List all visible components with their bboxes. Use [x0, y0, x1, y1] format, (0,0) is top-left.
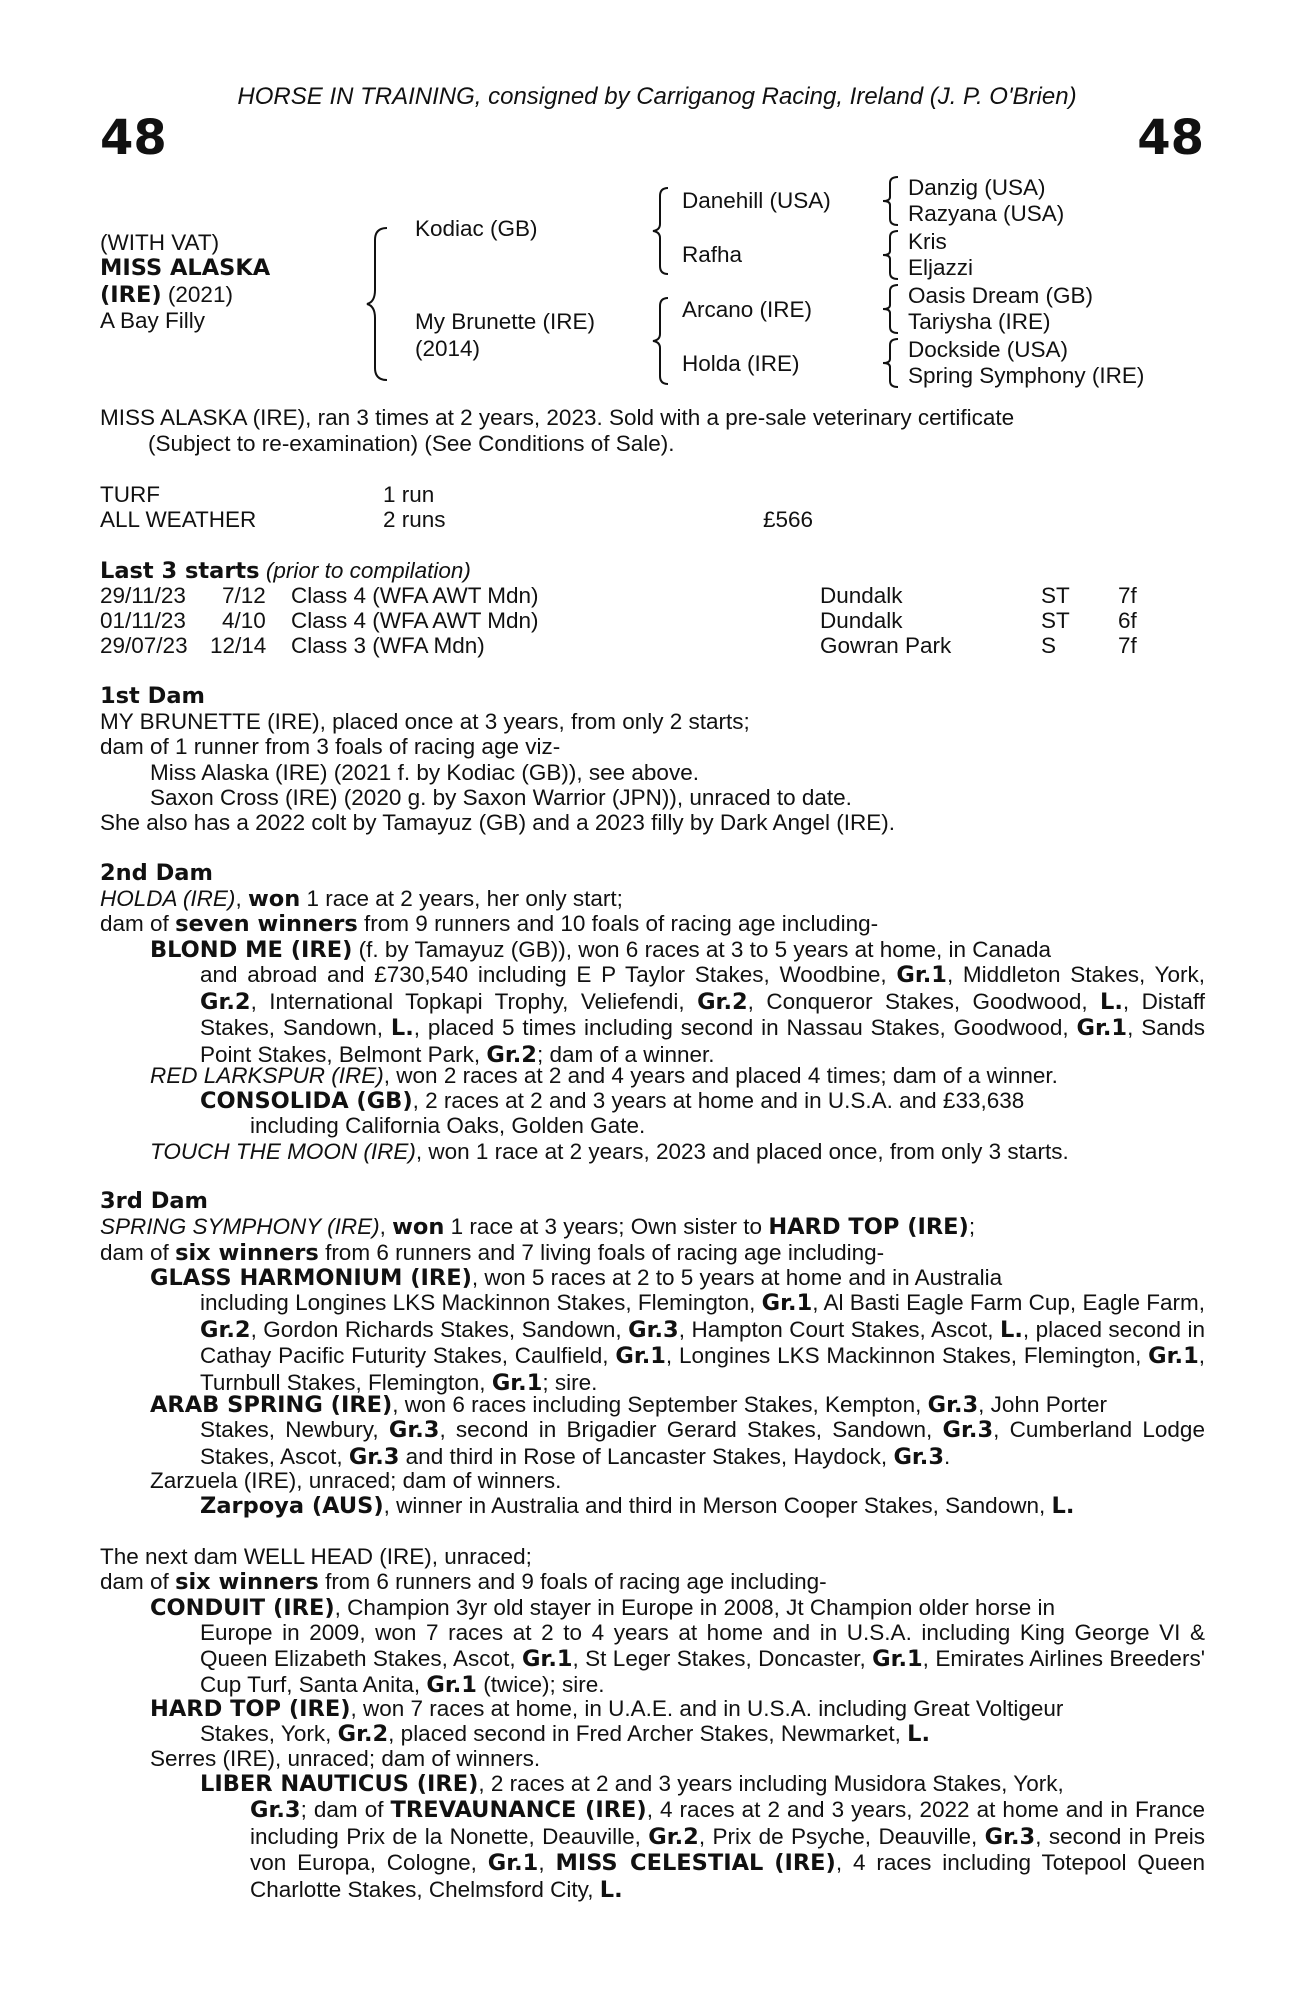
g4-7: Dockside (USA) [908, 337, 1069, 362]
entry-text: , 4 races at 2 and 3 years, 2022 at home [646, 1797, 1059, 1822]
g4-2: Razyana (USA) [908, 201, 1065, 226]
grade: Gr.1 [896, 962, 947, 988]
dam1-line: She also has a 2022 colt by Tamayuz (GB) and a 2023 filly by Dark Angel (IRE). [100, 810, 895, 835]
grade: Gr.3 [348, 1443, 400, 1470]
serres-entry: Serres (IRE), unraced; dam of winners. [150, 1746, 541, 1771]
entry-text: (f. by Tamayuz (GB)), won 6 races at 3 to 5 years at home, in Canada [358, 937, 1052, 962]
entry-text: ; dam of [300, 1797, 384, 1822]
entry-text: , second in Preis von Europa, Cologne, [250, 1823, 1205, 1875]
entry-text: , won 6 races including September Stakes, Kempton, [392, 1392, 922, 1417]
dam1-line: Saxon Cross (IRE) (2020 g. by Saxon Warrior (JPN)), unraced to date. [150, 785, 852, 810]
consolida-name: CONSOLIDA (GB) [200, 1088, 413, 1114]
start-pos: 12/14 [210, 633, 267, 658]
liber-nauticus-cont [250, 1797, 1205, 1903]
entry-text: Stakes, Goodwood, [870, 1015, 1069, 1040]
hard-top-cont [200, 1721, 930, 1748]
entry-text: , John Porter [978, 1392, 1107, 1417]
entry-text: , placed second in Cathay Pacific Futurity Stakes, Caulfield, [200, 1316, 1205, 1368]
entry-text: , Champion 3yr old stayer in Europe in 2008, Jt Champion older horse in [334, 1595, 1056, 1620]
entry-text: and abroad and £730,540 including E P Taylor Stakes, Woodbine, [200, 962, 887, 987]
record-surface: ALL WEATHER [100, 507, 257, 532]
starts-heading: Last 3 starts [100, 558, 260, 584]
dam2-produce-line [100, 911, 878, 938]
starts-note: (prior to compilation) [265, 558, 471, 583]
hard-top-entry [150, 1696, 1205, 1723]
start-race: Class 4 (WFA AWT Mdn) [291, 608, 539, 633]
entry-text: George VI & Queen Elizabeth Stakes, Ascot, [200, 1620, 1205, 1671]
holda-rest: 1 race at 2 years, her only start; [306, 886, 623, 911]
start-dist: 6f [1118, 608, 1137, 633]
holda-line: HOLDA (IRE), won 1 race at 2 years, her only start; [100, 886, 623, 912]
entry-text: , 2 races at 2 and 3 years at home and in U.S.A. and £33,638 [412, 1088, 1025, 1113]
entry-text: Ascot, [931, 1316, 994, 1342]
g4-1: Danzig (USA) [908, 175, 1046, 200]
produce-rest: from 6 runners and 7 living foals of racing age including- [325, 1240, 885, 1265]
touch-the-moon-entry [150, 1139, 1069, 1165]
grade: L. [907, 1721, 931, 1747]
g4-4: Eljazzi [908, 255, 974, 280]
entry-text: , Turnbull Stakes, Flemington, [200, 1343, 1205, 1395]
dam-of: dam of [100, 911, 169, 936]
blond-me-cont [200, 962, 1205, 1068]
grade: Gr.3 [893, 1443, 945, 1470]
entry-text: , second in Brigadier Gerard Stakes, Sandown, [439, 1417, 933, 1442]
grade: Gr.2 [486, 1041, 537, 1068]
start-going: ST [1041, 608, 1070, 633]
entry-text: , Prix de Psyche, [698, 1823, 872, 1849]
entry-text: Stakes, York, [200, 1721, 332, 1746]
miss-celestial-name: MISS CELESTIAL [555, 1850, 764, 1876]
g4-3: Kris [908, 229, 947, 254]
consignment-line: HORSE IN TRAINING, consigned by Carriganog Racing, Ireland (J. P. O'Brien) [237, 83, 1077, 110]
entry-text: , Sands Point Stakes, Belmont Park, [200, 1015, 1205, 1067]
entry-text: , Hampton Court Stakes, [678, 1316, 926, 1342]
grade: Gr.2 [648, 1823, 699, 1850]
zarzuela-entry: Zarzuela (IRE), unraced; dam of winners. [150, 1468, 562, 1493]
dam3-heading: 3rd Dam [100, 1188, 208, 1214]
grade: Gr.3 [250, 1797, 301, 1823]
grade: Gr.3 [628, 1316, 679, 1343]
dam-year: (2014) [415, 336, 481, 361]
grade: Gr.2 [200, 988, 251, 1015]
lot-number-right: 48 [1137, 110, 1204, 166]
start-race: Class 3 (WFA Mdn) [291, 633, 485, 658]
produce-rest: from 6 runners and 9 foals of racing age including- [325, 1569, 827, 1594]
entry-text: Goodwood, [972, 988, 1088, 1014]
zarpoya-entry [200, 1493, 1074, 1520]
horse-name: MISS ALASKA [100, 255, 271, 281]
dam-of: dam of [100, 1569, 169, 1594]
hard-top-ref: HARD TOP (IRE) [768, 1214, 969, 1240]
brace-arcano [880, 283, 904, 335]
dam2-heading: 2nd Dam [100, 860, 213, 886]
brace-kodiac [650, 186, 674, 276]
summary-line-1: MISS ALASKA (IRE), ran 3 times at 2 years, 2023. Sold with a pre-sale veterinary certificate [100, 405, 1015, 430]
entry-text: Eagle Farm, [1082, 1290, 1205, 1315]
start-going: S [1041, 633, 1057, 658]
start-date: 01/11/23 [100, 608, 186, 633]
entry-text: Stakes, Newbury, [200, 1417, 379, 1442]
horse-country: (IRE) [100, 282, 162, 308]
grade: L. [1051, 1493, 1075, 1519]
winners-count: six winners [175, 1240, 319, 1266]
entry-text: , 4 races including Totepool Queen Charlotte Stakes, Chelmsford City, [250, 1850, 1205, 1902]
entry-text: , Longines [665, 1343, 771, 1368]
entry-text: Stakes, York, [1070, 962, 1205, 987]
dam1-line: dam of 1 runner from 3 foals of racing age viz- [100, 734, 561, 759]
start-pos: 7/12 [222, 583, 266, 608]
grade: Gr.2 [200, 1316, 251, 1343]
brace-danehill [880, 175, 904, 227]
grade: L. [390, 1015, 414, 1041]
conduit-entry [150, 1595, 1205, 1622]
record-earnings: £566 [763, 507, 814, 532]
miss-celestial-country: (IRE) [774, 1850, 836, 1876]
start-pos: 4/10 [222, 608, 266, 633]
dam-dam: Holda (IRE) [682, 351, 800, 376]
brace-mybrunette [650, 296, 674, 386]
grade: Gr.3 [927, 1392, 979, 1418]
entry-text: Lodge Stakes, Ascot, [200, 1417, 1205, 1469]
arab-spring-cont [200, 1417, 1205, 1470]
grade: Gr.2 [697, 988, 748, 1015]
entry-text: , Cumberland [993, 1417, 1133, 1442]
glass-harmonium-name: GLASS HARMONIUM (IRE) [150, 1265, 472, 1291]
entry-text: , placed 5 times including second in Nassau [413, 1015, 863, 1040]
grade: L. [1000, 1316, 1023, 1343]
grade: Gr.1 [491, 1369, 543, 1396]
punct: ; [968, 1214, 976, 1239]
entry-text: , Middleton [946, 962, 1061, 987]
holda-name: HOLDA (IRE) [100, 886, 236, 911]
dam3-produce-line [100, 1240, 884, 1267]
record-surface: TURF [100, 482, 160, 507]
sire-sire: Danehill (USA) [682, 188, 831, 213]
consolida-entry [200, 1088, 1205, 1115]
horse-description: A Bay Filly [100, 308, 206, 333]
touch-the-moon-name: TOUCH THE MOON (IRE) [150, 1139, 416, 1164]
brace-holda [880, 337, 904, 389]
next-dam-produce [100, 1569, 827, 1596]
entry-text: , won 1 race at 2 years, 2023 and placed once, from only 3 starts. [415, 1139, 1069, 1164]
g4-6: Tariysha (IRE) [908, 309, 1051, 334]
grade: Gr.2 [337, 1721, 389, 1747]
glass-harmonium-cont [200, 1290, 1205, 1396]
horse-year: (2021) [167, 282, 233, 307]
record-runs: 1 run [383, 482, 435, 507]
entry-text: and third in Rose of Lancaster Stakes, Haydock, [405, 1443, 888, 1469]
start-course: Gowran Park [820, 633, 952, 658]
entry-text: LKS Mackinnon Stakes, Flemington, [777, 1343, 1142, 1368]
entry-text: ; sire. [542, 1369, 598, 1395]
g4-8: Spring Symphony (IRE) [908, 363, 1145, 388]
entry-text: , Distaff Stakes, Sandown, [200, 988, 1205, 1040]
entry-text: , Conqueror Stakes, [747, 988, 961, 1014]
arab-spring-entry [150, 1392, 1205, 1419]
winners-count: six winners [175, 1569, 319, 1595]
blond-me-entry [150, 937, 1205, 964]
grade: Gr.1 [872, 1645, 923, 1672]
summary-line-2: (Subject to re-examination) (See Conditions of Sale). [148, 431, 675, 456]
grade: Gr.1 [615, 1343, 666, 1369]
brace-rafha [880, 229, 904, 281]
entry-text: , [538, 1850, 545, 1875]
entry-text: , 2 races at 2 and 3 years including Musidora Stakes, York, [478, 1771, 1064, 1796]
entry-text: , Gordon Richards Stakes, Sandown, [250, 1316, 622, 1342]
grade: Gr.1 [1148, 1343, 1199, 1369]
lot-number-left: 48 [100, 110, 167, 166]
dam-sire: Arcano (IRE) [682, 297, 813, 322]
entry-text: Europe in 2009, won 7 races at 2 to 4 years at home and in U.S.A. including King [200, 1620, 1065, 1645]
dam1-line: MY BRUNETTE (IRE), placed once at 3 years, from only 2 starts; [100, 709, 750, 734]
hard-top-name: HARD TOP (IRE) [150, 1696, 351, 1722]
grade: Gr.3 [984, 1823, 1036, 1850]
red-larkspur-entry [150, 1063, 1058, 1089]
entry-text: and in France including Prix de la Nonette, Deauville, [250, 1797, 1205, 1849]
red-larkspur-name: RED LARKSPUR (IRE) [150, 1063, 384, 1088]
entry-text: , placed second in Fred Archer Stakes, Newmarket, [388, 1721, 901, 1746]
conduit-name: CONDUIT (IRE) [150, 1595, 335, 1621]
starts-heading-line [100, 558, 471, 585]
entry-text: ; dam of a winner. [536, 1041, 715, 1067]
trevaunance-name: TREVAUNANCE (IRE) [390, 1797, 647, 1823]
brace-sire-dam [365, 224, 395, 384]
entry-text: 1 race at 3 years; Own sister to [450, 1214, 763, 1239]
horse-origin [100, 282, 233, 309]
start-date: 29/07/23 [100, 633, 188, 658]
blond-me-name: BLOND ME (IRE) [150, 937, 353, 963]
spring-won: won [392, 1214, 445, 1240]
entry-text: , Al Basti Eagle Farm Cup, [812, 1290, 1077, 1315]
start-race: Class 4 (WFA AWT Mdn) [291, 583, 539, 608]
entry-text: , International Topkapi Trophy, Veliefendi, [250, 988, 685, 1014]
dam1-heading: 1st Dam [100, 683, 205, 709]
grade: Gr.1 [761, 1290, 813, 1316]
sire: Kodiac (GB) [415, 216, 538, 241]
entry-text: (twice); sire. [483, 1672, 605, 1697]
start-going: ST [1041, 583, 1070, 608]
entry-text: , winner in Australia and third in Merson Cooper Stakes, Sandown, [383, 1493, 1046, 1518]
g4-5: Oasis Dream (GB) [908, 283, 1094, 308]
entry-text: Deauville, [878, 1823, 978, 1849]
entry-text: , won 5 races at 2 to 5 years at home and in Australia [471, 1265, 1003, 1290]
start-dist: 7f [1118, 583, 1137, 608]
entry-text: , [922, 1645, 929, 1671]
entry-text: . [944, 1443, 951, 1469]
glass-harmonium-entry [150, 1265, 1205, 1292]
grade: L. [1100, 988, 1123, 1015]
entry-text: , St Leger Stakes, Doncaster, [572, 1645, 866, 1671]
grade: Gr.1 [487, 1850, 539, 1876]
holda-won: won [247, 886, 301, 912]
grade: Gr.1 [521, 1645, 573, 1672]
grade: Gr.3 [942, 1417, 994, 1443]
next-dam-line: The next dam WELL HEAD (IRE), unraced; [100, 1544, 532, 1569]
entry-text: , won 7 races at home, in U.A.E. and in U.S.A. including Great Voltigeur [350, 1696, 1064, 1721]
grade: L. [599, 1876, 623, 1903]
dam-of: dam of [100, 1240, 169, 1265]
sire-dam: Rafha [682, 242, 743, 267]
dam1-line: Miss Alaska (IRE) (2021 f. by Kodiac (GB)), see above. [150, 760, 699, 785]
liber-nauticus-entry [200, 1771, 1205, 1798]
liber-nauticus-name: LIBER NAUTICUS (IRE) [200, 1771, 479, 1797]
grade: Gr.1 [426, 1672, 477, 1698]
entry-text: Emirates Airlines Breeders' Cup Turf, Santa Anita, [200, 1645, 1205, 1697]
consolida-cont: including California Oaks, Golden Gate. [250, 1113, 646, 1138]
start-date: 29/11/23 [100, 583, 186, 608]
entry-text: , won 2 races at 2 and 4 years and placed 4 times; dam of a winner. [383, 1063, 1058, 1088]
dam: My Brunette (IRE) [415, 309, 596, 334]
start-dist: 7f [1118, 633, 1137, 658]
arab-spring-name: ARAB SPRING (IRE) [150, 1392, 393, 1418]
spring-symphony-line: SPRING SYMPHONY (IRE), won 1 race at 3 years; Own sister to HARD TOP (IRE); [100, 1214, 976, 1240]
produce-rest: from 9 runners and 10 foals of racing age including- [364, 911, 879, 936]
zarpoya-name: Zarpoya (AUS) [200, 1493, 384, 1519]
start-course: Dundalk [820, 608, 903, 633]
grade: Gr.3 [388, 1417, 440, 1443]
winners-count: seven winners [175, 911, 358, 937]
start-course: Dundalk [820, 583, 903, 608]
spring-symphony-name: SPRING SYMPHONY (IRE) [100, 1214, 380, 1239]
entry-text: including Longines LKS Mackinnon Stakes, Flemington, [200, 1290, 756, 1315]
record-runs: 2 runs [383, 507, 446, 532]
vat-label: (WITH VAT) [100, 230, 220, 255]
conduit-cont [200, 1620, 1205, 1699]
grade: Gr.1 [1076, 1015, 1128, 1041]
